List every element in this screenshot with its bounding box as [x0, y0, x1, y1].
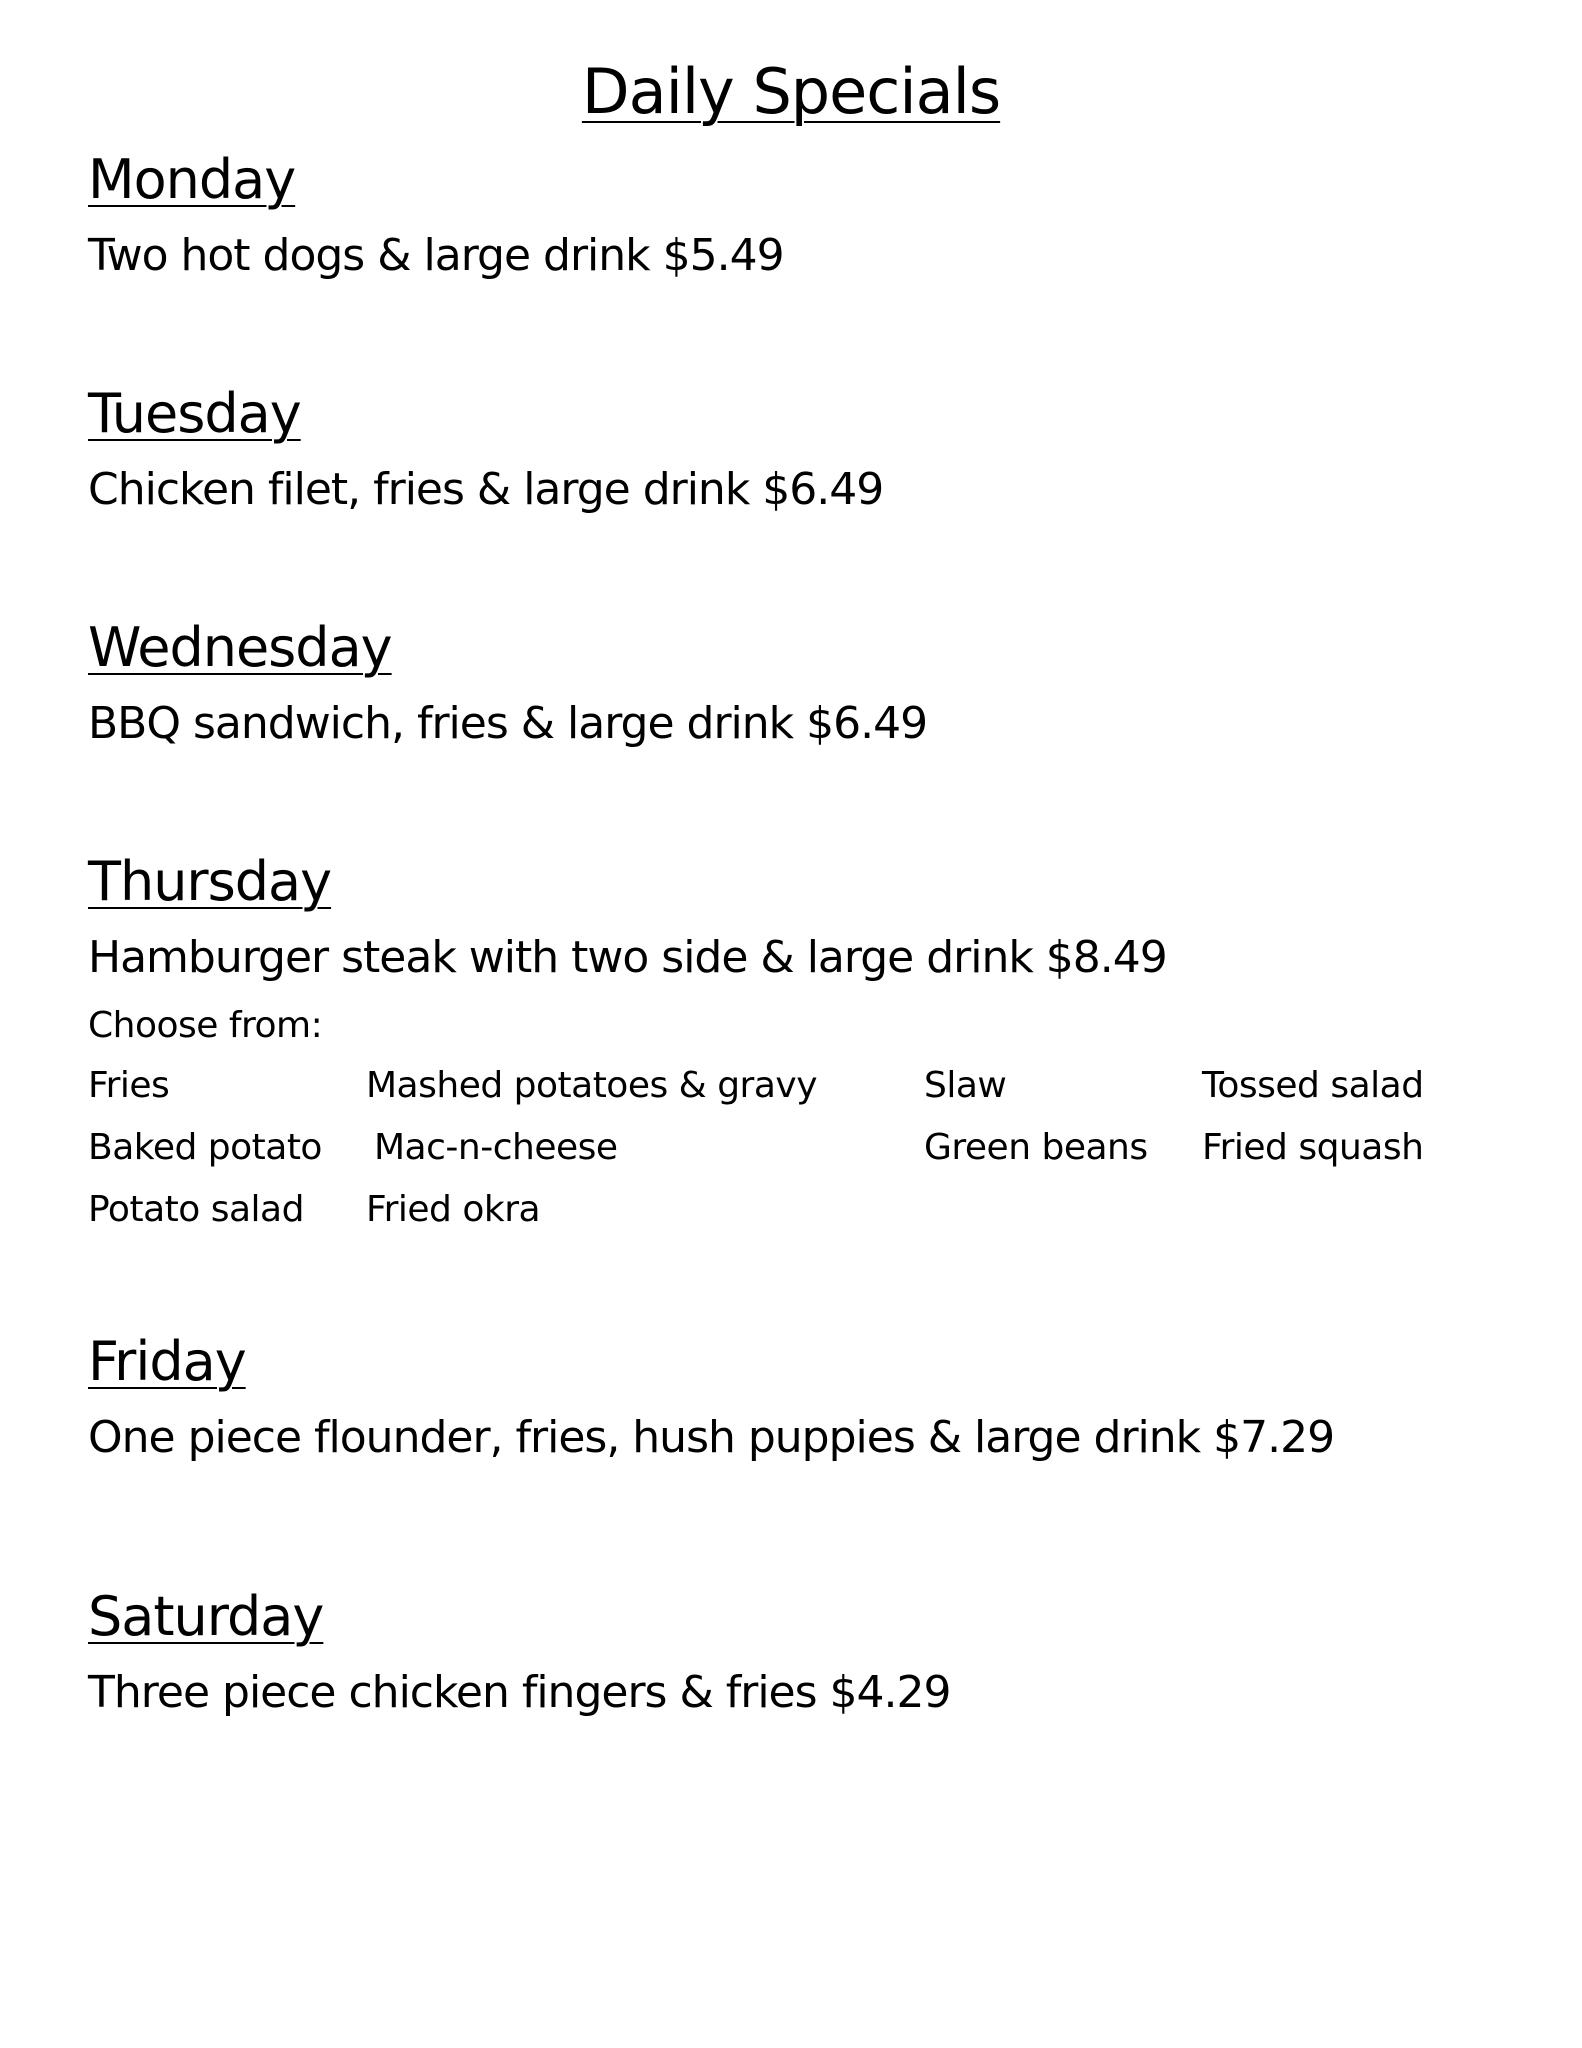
side-option: Slaw — [924, 1065, 1007, 1106]
special-saturday: Three piece chicken fingers & fries $4.29 — [88, 1667, 951, 1718]
special-wednesday: BBQ sandwich, fries & large drink $6.49 — [88, 698, 928, 749]
side-option: Fried okra — [366, 1189, 541, 1230]
side-option: Fried squash — [1202, 1127, 1424, 1168]
side-option: Mac-n-cheese — [374, 1127, 618, 1168]
side-option: Potato salad — [88, 1189, 304, 1230]
special-monday: Two hot dogs & large drink $5.49 — [88, 230, 784, 281]
day-heading-saturday: Saturday — [88, 1585, 324, 1648]
side-option: Baked potato — [88, 1127, 322, 1168]
side-option: Mashed potatoes & gravy — [366, 1065, 818, 1106]
day-heading-wednesday: Wednesday — [88, 616, 392, 679]
special-tuesday: Chicken filet, fries & large drink $6.49 — [88, 464, 884, 515]
page-title: Daily Specials — [581, 55, 1001, 128]
sides-grid — [88, 1062, 1508, 1262]
day-heading-tuesday: Tuesday — [88, 382, 301, 445]
side-option: Fries — [88, 1065, 170, 1106]
sides-label: Choose from: — [88, 1005, 323, 1046]
day-heading-monday: Monday — [88, 148, 296, 211]
day-heading-thursday: Thursday — [88, 850, 332, 913]
side-option: Tossed salad — [1202, 1065, 1424, 1106]
side-option: Green beans — [924, 1127, 1148, 1168]
special-thursday: Hamburger steak with two side & large drink $8.49 — [88, 932, 1167, 983]
day-heading-friday: Friday — [88, 1330, 246, 1393]
special-friday: One piece flounder, fries, hush puppies & large drink $7.29 — [88, 1412, 1335, 1463]
